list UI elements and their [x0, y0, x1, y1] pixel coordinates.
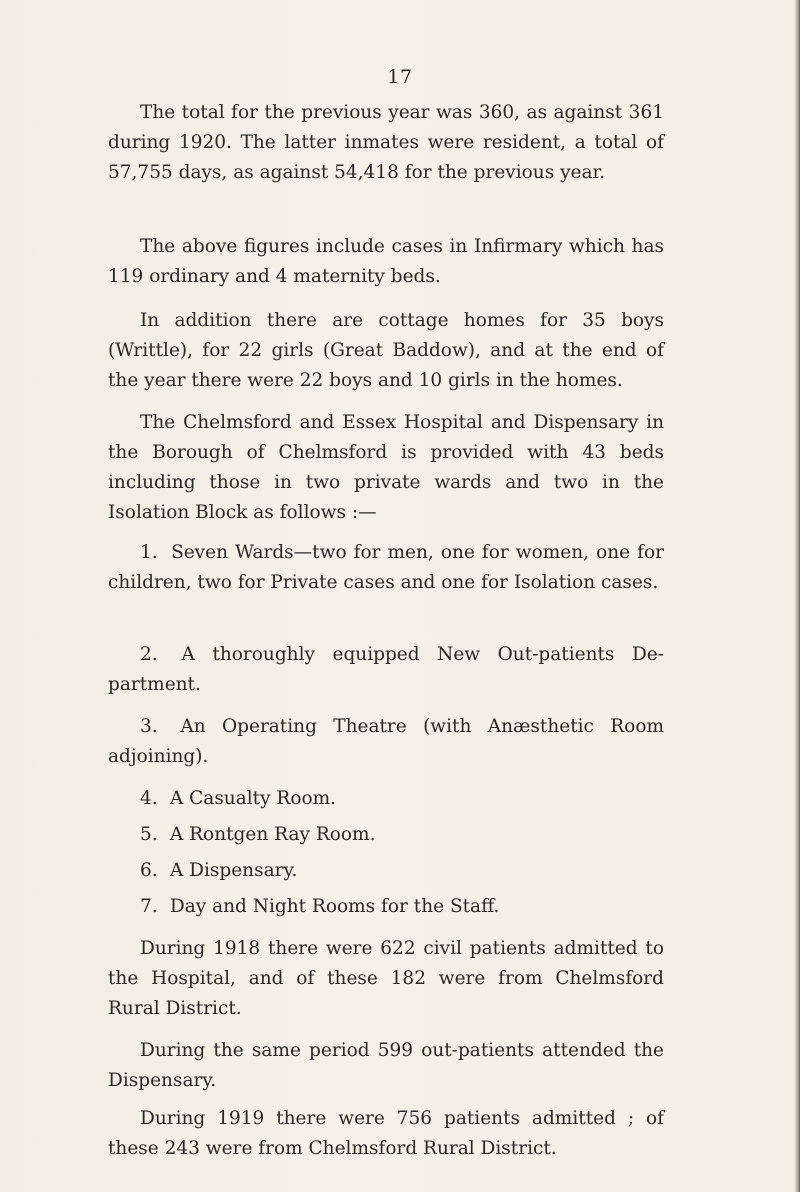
list-item-number: 6.: [140, 860, 158, 881]
list-item: [108, 640, 664, 700]
list-item-text: A thoroughly equipped New Out-patients De- partment.: [108, 644, 664, 695]
list-item: [108, 856, 664, 886]
page-number: 17: [387, 66, 413, 88]
list-item: [108, 784, 664, 814]
list-item: [108, 820, 664, 850]
paragraph-1918-patients: During 1918 there were 622 civil patients admitted to the Hospital, and of these 182 were from Chelmsford Rural District.: [108, 938, 664, 1019]
list-item-text: A Rontgen Ray Room.: [169, 824, 376, 845]
list-item-number: 1.: [140, 542, 158, 563]
list-item: [108, 712, 664, 772]
list-item-number: 4.: [140, 788, 158, 809]
list-item-text: Seven Wards—two for men, one for women, one for children, two for Private cases and one for Isolation cases.: [108, 542, 664, 593]
paragraph-cottage-homes: In addition there are cottage homes for 35 boys (Writtle), for 22 girls (Great Baddow), and at the end of the year there were 22 boys and 10 girls in the homes.: [108, 310, 664, 391]
paragraph-previous-year-total: The total for the previous year was 360, as against 361 during 1920. The latter inmates were resident, a total of 57,755 days, as against 54,418 for the previous year.: [108, 102, 664, 183]
paragraph-1919-patients: During 1919 there were 756 patients admitted ; of these 243 were from Chelmsford Rural District.: [108, 1108, 664, 1159]
list-item-text: An Operating Theatre (with Anæsthetic Room adjoining).: [108, 716, 664, 767]
page-edge-shadow: [794, 0, 800, 1192]
paragraph-infirmary-beds: The above figures include cases in Infirmary which has 119 ordinary and 4 maternity beds.: [108, 236, 664, 287]
list-item-text: A Dispensary.: [169, 860, 298, 881]
list-item-text: Day and Night Rooms for the Staff.: [169, 896, 500, 917]
paragraph-hospital-dispensary: The Chelmsford and Essex Hospital and Dispensary in the Borough of Chelmsford is provided with 43 beds including those in two private wards and two in the Isolation Block as follows :—: [108, 412, 664, 523]
list-item-number: 7.: [140, 896, 158, 917]
paragraph-out-patients: During the same period 599 out-patients attended the Dispensary.: [108, 1040, 664, 1091]
list-item-number: 2.: [140, 644, 158, 665]
list-item: [108, 892, 664, 922]
list-item-number: 5.: [140, 824, 158, 845]
list-item: [108, 538, 664, 598]
list-item-number: 3.: [140, 716, 158, 737]
list-item-text: A Casualty Room.: [169, 788, 337, 809]
